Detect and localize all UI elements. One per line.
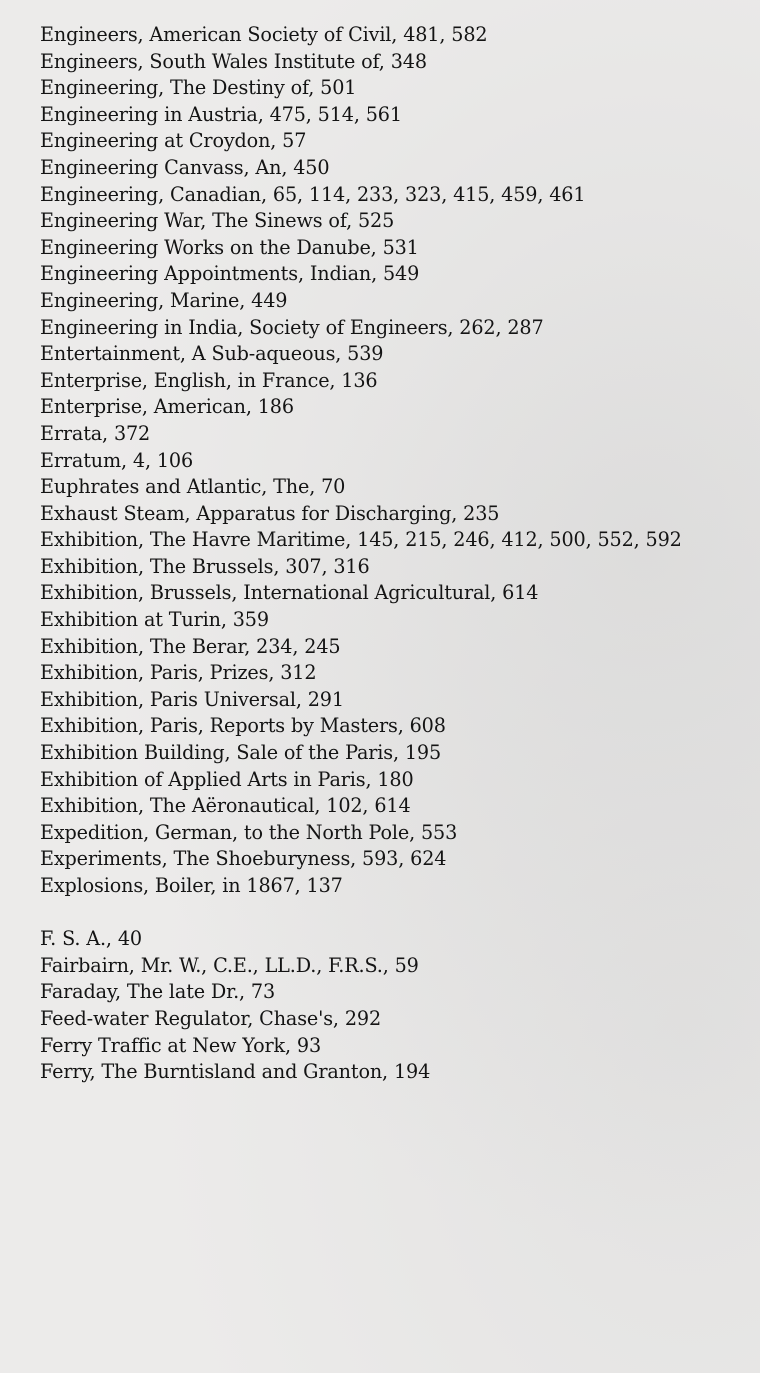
index-entry: Feed-water Regulator, Chase's, 292 bbox=[40, 1006, 382, 1030]
index-entry: Experiments, The Shoeburyness, 593, 624 bbox=[40, 847, 447, 871]
index-entry: Engineering Canvass, An, 450 bbox=[40, 155, 330, 179]
index-entry: Ferry Traffic at New York, 93 bbox=[40, 1033, 322, 1057]
index-entry: Engineering War, The Sinews of, 525 bbox=[40, 209, 395, 233]
index-entry: Exhibition, The Brussels, 307, 316 bbox=[40, 554, 370, 578]
index-entry: Fairbairn, Mr. W., C.E., LL.D., F.R.S., 59 bbox=[40, 953, 419, 977]
index-entry: Engineers, South Wales Institute of, 348 bbox=[40, 49, 427, 73]
index-entry: Exhibition Building, Sale of the Paris, 195 bbox=[40, 741, 442, 765]
index-entry: Entertainment, A Sub-aqueous, 539 bbox=[40, 342, 384, 366]
index-entry: Erratum, 4, 106 bbox=[40, 448, 194, 472]
index-entry: F. S. A., 40 bbox=[40, 927, 142, 951]
index-entry: Exhibition, Brussels, International Agricultural, 614 bbox=[40, 581, 539, 605]
index-entry: Engineering Works on the Danube, 531 bbox=[40, 235, 419, 259]
index-entry: Expedition, German, to the North Pole, 553 bbox=[40, 820, 458, 844]
index-entry: Exhibition, Paris Universal, 291 bbox=[40, 687, 344, 711]
index-entry: Exhibition, The Berar, 234, 245 bbox=[40, 634, 341, 658]
index-entry: Engineering in Austria, 475, 514, 561 bbox=[40, 102, 402, 126]
index-entry: Engineering, Marine, 449 bbox=[40, 288, 288, 312]
index-entry: Exhibition, The Aëronautical, 102, 614 bbox=[40, 794, 411, 818]
index-entry: Engineers, American Society of Civil, 481, 582 bbox=[40, 23, 488, 46]
index-entry: Engineering at Croydon, 57 bbox=[40, 129, 307, 153]
index-entry: Enterprise, English, in France, 136 bbox=[40, 368, 378, 392]
index-entry: Ferry, The Burntisland and Granton, 194 bbox=[40, 1060, 431, 1084]
index-entry: Exhibition, The Havre Maritime, 145, 215, 246, 412, 500, 552, 592 bbox=[40, 528, 682, 552]
index-entry: Exhibition, Paris, Prizes, 312 bbox=[40, 661, 317, 685]
index-entry: Faraday, The late Dr., 73 bbox=[40, 980, 276, 1004]
index-entry: Euphrates and Atlantic, The, 70 bbox=[40, 475, 346, 499]
index-entry: Exhibition, Paris, Reports by Masters, 608 bbox=[40, 714, 446, 738]
index-entry: Engineering, Canadian, 65, 114, 233, 323, 415, 459, 461 bbox=[40, 182, 586, 206]
index-entry: Exhibition at Turin, 359 bbox=[40, 608, 269, 632]
index-entry: Engineering in India, Society of Engineers, 262, 287 bbox=[40, 315, 544, 339]
index-entry: Enterprise, American, 186 bbox=[40, 395, 294, 419]
index-entry: Explosions, Boiler, in 1867, 137 bbox=[40, 874, 343, 897]
section-divider bbox=[40, 900, 730, 927]
index-entry: Engineering Appointments, Indian, 549 bbox=[40, 262, 420, 286]
index-entry: Exhibition of Applied Arts in Paris, 180 bbox=[40, 767, 414, 791]
index-entry: Errata, 372 bbox=[40, 421, 151, 445]
index-list bbox=[40, 22, 730, 1086]
index-entry: Exhaust Steam, Apparatus for Discharging, 235 bbox=[40, 501, 500, 525]
index-entry: Engineering, The Destiny of, 501 bbox=[40, 76, 357, 100]
